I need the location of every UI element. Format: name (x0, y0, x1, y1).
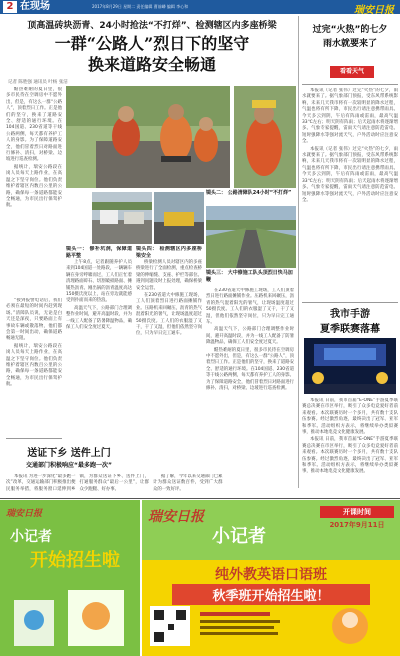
photo-highway (206, 206, 296, 268)
lead-byline: 记者 陈胜强 通讯员 叶杨 张洁 (8, 80, 68, 85)
ad-right-tag: 秋季班开始招生啦！ (172, 584, 370, 605)
bottom-subtitle: 交通部门积极响应“最多跑一次” (26, 462, 112, 469)
section-title: 在现场 (20, 1, 50, 12)
game-body: 本报讯 日前，我市首届“E-ONE”手游夏季联赛总决赛在市区举行，吸引了众多电竞爱好者前来观看。本次联赛历时一个多月，共有数十支队伍参赛。经过激烈角逐，最终决出了冠军、亚军和季军。活动组织方表示，将继续举办类似赛事，推动本地电竞文化健康发展。 本报讯 日前，我市首届“E-ONE”手游夏季联赛总决赛在市区举行，吸引了众多电竞爱好者前来观看。本次联赛历时一个多月，共有数十支队伍参赛。经过激烈角逐，最终决出了冠军、亚军和季军。活动组织方表示，将继续举办类似赛事，推动本地电竞文化健康发展。 (302, 398, 398, 475)
ad-left (0, 500, 140, 656)
masthead-logo: 瑞安日报 (354, 5, 394, 16)
lead-body-col1b: “接到报警电话后，我们必须在最短的时间内赶到现场。”清障队员说，无论是白天还是深夜，只要路面上有事故车辆或散落物，他们都会第一时间出动，确保道路畅通无阻。 据统计，瑞安公路段在岗人员每天上路作业，在高温之下坚守岗位。他们负责维护着辖区内数百公里的公路，确保每一条道路都能安全畅通，为市民出行保驾护航。 (6, 298, 62, 388)
ad-right-qr-area (150, 606, 392, 652)
caption-photo3: 镜头三： 大中修施工队头顶烈日快马加鞭 (206, 270, 293, 283)
lead-kicker: 顶高温砖块沥青、24小时抢法“不打烊”、检测辖区内多座桥梁 (27, 21, 277, 31)
rule (302, 302, 398, 303)
bottom-body: 本报讯 为进一步深化“最多跑一次”改革，交通运输部门积极推出便民服务举措，将服务窗口延伸到乡镇，为群众送证下乡、送件上门，打通服务群众“最后一公里”，让群众少跑腿、好办事。 据了解，今年以来交通部门已累计为群众送证数百件，受到广大群众的一致好评。 (6, 474, 223, 492)
game-title-line2: 夏季联赛落幕 (320, 324, 380, 335)
ad-right-title: 小记者 (212, 526, 266, 547)
ad-right-date: 2017年9月11日 (329, 521, 385, 529)
ad-left-illustration (8, 580, 132, 650)
ad-divider (0, 498, 400, 499)
weather-title-line2: 雨水就要来了 (322, 39, 377, 49)
lead-title-line2: 换来道路安全畅通 (87, 55, 216, 74)
lead-body-col2: 镜头一： 修补坑洞，保障道路平整 上午8点，记者跟随养护人员来到104国道一处路段，一辆辆车辆在身旁呼啸而过，工人们正忙着清理路面碎石、切割破损路面、摊铺热沥青。刚出锅的沥青温度高达150摄氏度以上，站在旁边就能感受到扑面而来的热浪。 高温天气下，公路部门合理调整作业时间，避开高温时段，并为一线工人配备了防暑降温物品，确保工人们安全度过夏天。 (66, 246, 132, 331)
game-title-line1: 我市手游 (330, 309, 370, 320)
weather-tag: 看看天气 (330, 66, 374, 78)
ad-right-ribbon: 开课时间 (320, 506, 394, 518)
lead-body-col4: 在230省道大中修施工现场，工人们顶着烈日进行路面摊铺作业。压路机来回碾压，沥青的热气混着阳光的暑气，让现场温度超过50摄氏度。工人们的衣服湿了又干，干了又湿，但他们依然坚守岗位，只为早日完工通车。 高温天气下，公路部门合理调整作业时间，避开高温时段，并为一线工人配备了防暑降温物品，确保工人们安全度过夏天。 酷热难耐的夏日里，很多市民待在空调房中不愿外出，但是，有这么一群“公路人”，顶着烈日工作。正是他们的坚守，换来了道路安全、舒适的通行环境。在104国道、230省道等干线公路两侧，每天都有养护工人的身影。为了保障道路安全，他们冒着烈日对路面进行修补、清扫，对桥梁、边坡进行巡查检测。 (206, 288, 294, 392)
photo-workers-road (66, 86, 230, 188)
lead-title-line1: 一群“公路人”烈日下的坚守 (54, 34, 250, 53)
weather-body: 本报讯（记者 张伟）过完“火热”的七夕，雨水就要来了。据气象部门预报，受东风带系统影响，未来几天我市将有一次较明显的降水过程，气温也将有所下降，市民出行请注意携带雨具。今天多云到阴，午后有阵雨或雷雨，最高气温33℃左右；明天阴有阵雨；后天起雨水将逐渐增多。气象专家提醒，雷雨天气请注意防范雷电、短时强降水等强对流天气，户外活动时应注意安全。 本报讯（记者 张伟）过完“火热”的七夕，雨水就要来了。据气象部门预报，受东风带系统影响，未来几天我市将有一次较明显的降水过程，气温也将有所下降，市民出行请注意携带雨具。今天多云到阴，午后有阵雨或雷雨，最高气温33℃左右；明天阴有阵雨；后天起雨水将逐渐增多。气象专家提醒，雷雨天气请注意防范雷电、短时强降水等强对流天气，户外活动时应注意安全。 (302, 88, 398, 203)
issue-meta: 2017年8月29日 星期二 责任编辑 曹前嶙 编辑 李心和 (92, 4, 189, 9)
page-header (0, 0, 400, 14)
bottom-title: 送证下乡 送件上门 (27, 448, 111, 459)
page-number: 2 (3, 1, 17, 13)
photo-paving (154, 192, 204, 244)
lead-body-col3: 镜头四： 检测辖区内多座桥梁安全 桥梁检测人员对辖区内的多座桥梁进行了全面检测，重点检查桥梁的伸缩缝、支座、护栏等部位。遇到问题及时上报处理，确保桥梁安全运营。 在230省道大中修施工现场，工人们顶着烈日进行路面摊铺作业。压路机来回碾压，沥青的热气混着阳光的暑气，让现场温度超过50摄氏度。工人们的衣服湿了又干，干了又湿，但他们依然坚守岗位，只为早日完工通车。 (136, 246, 202, 337)
rule (302, 84, 398, 85)
photo-game-stage (304, 338, 396, 394)
ad-right (142, 500, 400, 656)
ad-right-headline: 纯外教英语口语班 (215, 567, 327, 583)
lead-body-col1: 酷热难耐的夏日里，很多市民待在空调房中不愿外出，但是，有这么一群“公路人”，顶着烈日工作。正是他们的坚守，换来了道路安全、舒适的通行环境。在104国道、230省道等干线公路两侧，每天都有养护工人的身影。为了保障道路安全，他们冒着烈日对路面进行修补、清扫，对桥梁、边坡进行巡查检测。 据统计，瑞安公路段在岗人员每天上路作业，在高温之下坚守岗位。他们负责维护着辖区内数百公里的公路，确保每一条道路都能安全畅通，为市民出行保驾护航。 (6, 87, 62, 209)
ad-left-line2: 开始招生啦 (30, 550, 120, 571)
ad-right-brand: 瑞安日报 (148, 509, 204, 525)
ad-left-line1: 小记者 (10, 529, 52, 545)
caption-photo: 镜头二： 公路清障队24小时“不打烊” (206, 190, 292, 196)
weather-title-line1: 过完“火热”的七夕 (312, 25, 388, 35)
photo-traffic-road (92, 192, 152, 244)
photo-worker-closeup (234, 86, 296, 188)
column-divider (298, 16, 299, 488)
rule (6, 438, 62, 439)
ad-left-brand: 瑞安日报 (6, 509, 43, 519)
